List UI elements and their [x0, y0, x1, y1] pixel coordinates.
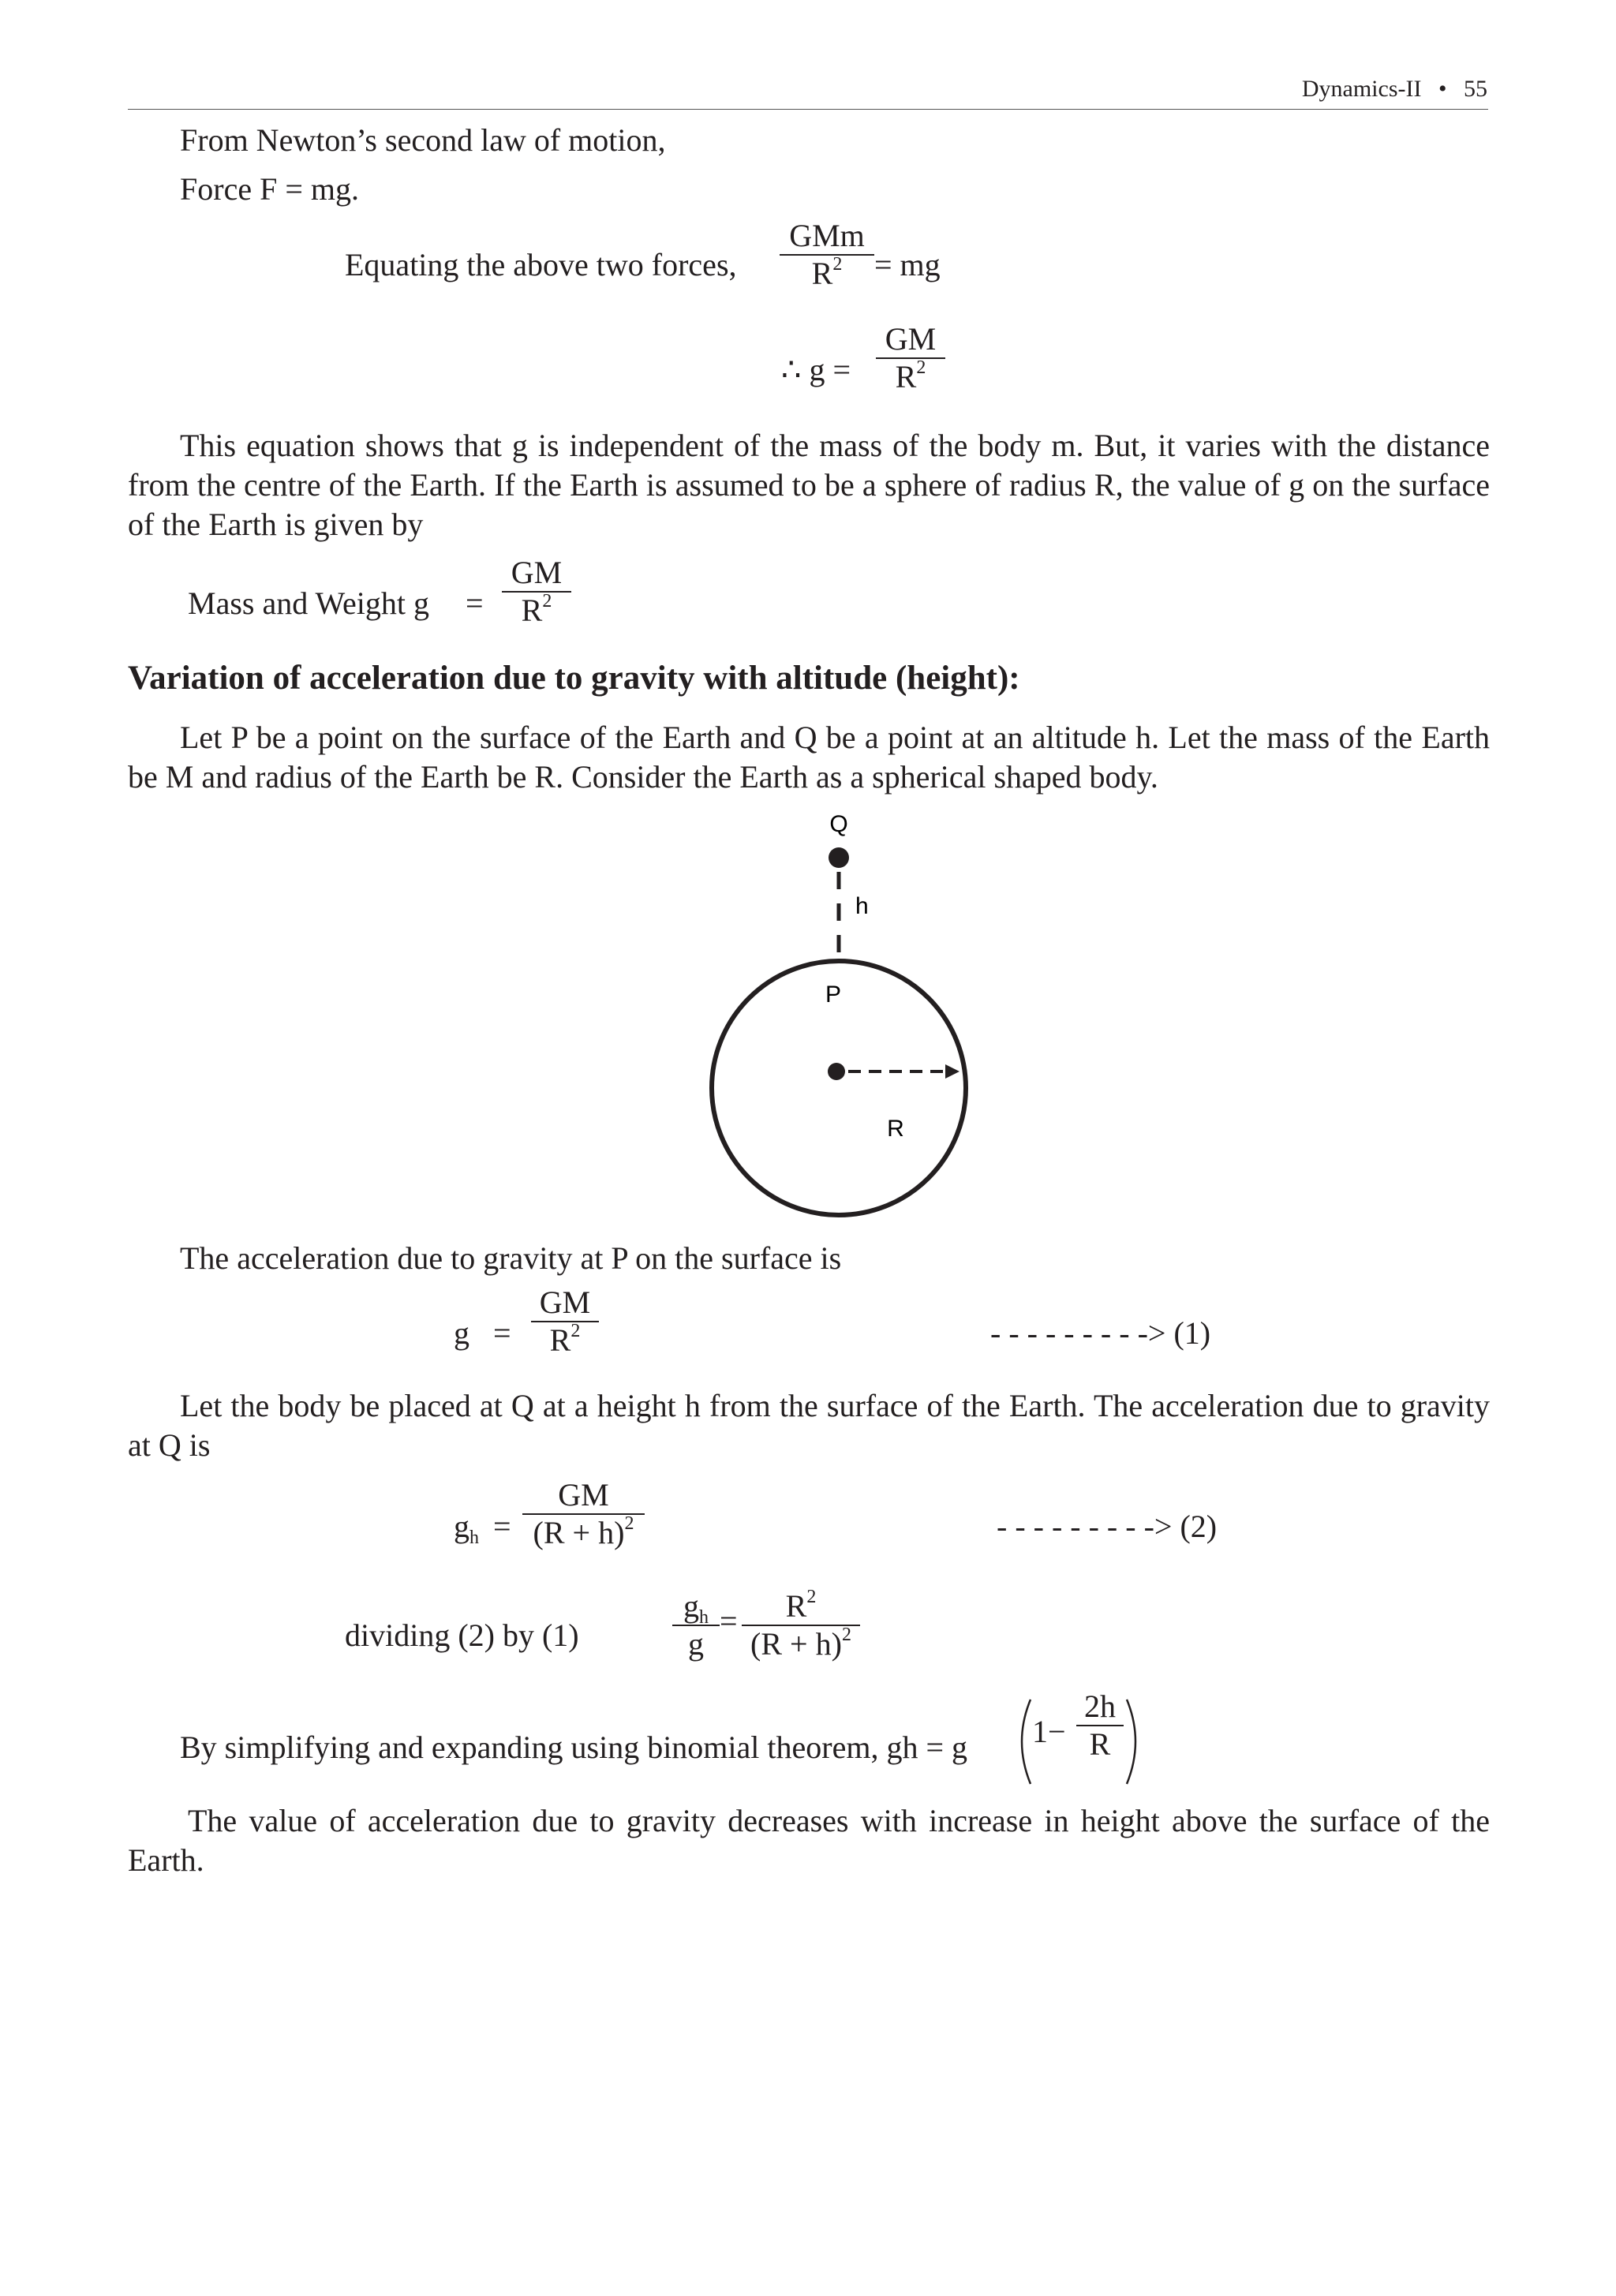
equating-label: Equating the above two forces, [345, 247, 737, 282]
running-header [1302, 76, 1487, 103]
eq1-denominator: $R^2$ [549, 1321, 581, 1358]
mass-weight-equals: = [466, 585, 484, 621]
eq1-fraction [531, 1284, 599, 1359]
equating-denominator: $R^2$ [811, 254, 843, 291]
earth-altitude-diagram [694, 797, 986, 1239]
divide-equals: = [720, 1603, 738, 1639]
right-paren-icon [1124, 1696, 1147, 1787]
eq2-lhs: $g_h$ [454, 1509, 479, 1548]
mass-weight-fraction [502, 555, 571, 629]
divide-lhs-fraction [672, 1588, 720, 1662]
binomial-numerator: 2h [1084, 1688, 1116, 1724]
earth-center-dot [828, 1063, 845, 1080]
eq1-lhs: g [454, 1315, 469, 1351]
eq1-equals: = [493, 1315, 511, 1351]
binomial-denominator: R [1089, 1726, 1111, 1762]
intro-line-2: Force F = mg. [180, 171, 359, 207]
binomial-fraction [1076, 1688, 1124, 1763]
equating-numerator: GMm [789, 218, 865, 253]
eq1-numerator: GM [539, 1284, 591, 1320]
therefore-numerator: GM [885, 321, 937, 357]
eq2-tag: - - - - - - - - -> (2) [997, 1509, 1218, 1544]
point-q-dot [829, 847, 849, 868]
eq2-fraction [522, 1477, 645, 1551]
equating-rhs: = mg [874, 247, 941, 282]
section-heading: Variation of acceleration due to gravity with altitude (height): [128, 660, 1020, 697]
paragraph-points: Let P be a point on the surface of the Earth and Q be a point at an altitude h. Let the mass of the Earth be M and radius of the Earth be R. Consider the Earth as a spherical shaped body. [128, 720, 1490, 795]
label-p: P [825, 982, 842, 1008]
equating-fraction [780, 218, 874, 292]
divide-rhs-fraction [742, 1588, 860, 1662]
eq2-equals: = [493, 1509, 511, 1544]
page-number: 55 [1464, 76, 1487, 102]
divide-rhs-numerator: $R^2$ [785, 1587, 817, 1624]
divide-lhs-denominator: g [688, 1626, 704, 1662]
binomial-one-minus: 1− [1032, 1714, 1066, 1749]
divide-label: dividing (2) by (1) [345, 1617, 579, 1653]
header-section: Dynamics-II [1301, 76, 1422, 102]
paragraph-surface: The acceleration due to gravity at P on the surface is [180, 1240, 842, 1276]
mass-weight-denominator: $R^2$ [521, 591, 552, 628]
paragraph-height: Let the body be placed at Q at a height h from the surface of the Earth. The acceleration due to gravity at Q is [128, 1388, 1490, 1463]
divide-lhs-numerator: $g_h$ [683, 1588, 709, 1628]
label-r: R [887, 1116, 904, 1142]
therefore-fraction [876, 321, 945, 395]
therefore-lhs: ∴ g = [781, 352, 851, 387]
left-paren-icon [1010, 1696, 1034, 1787]
divide-rhs-denominator: $(R + h)^2$ [750, 1625, 851, 1662]
binomial-label: By simplifying and expanding using binomial theorem, gh = g [180, 1729, 968, 1765]
header-rule [128, 109, 1488, 110]
label-h: h [855, 893, 869, 919]
paragraph-independent: This equation shows that g is independent of the mass of the body m. But, it varies with the distance from the centre of the Earth. If the Earth is assumed to be a sphere of radius R, the value of g on the surface of the Earth is given by [128, 428, 1490, 542]
mass-weight-numerator: GM [511, 555, 563, 590]
label-q: Q [829, 811, 848, 837]
eq2-denominator: $(R + h)^2$ [533, 1513, 634, 1550]
mass-weight-lhs: Mass and Weight g [188, 585, 430, 621]
therefore-denominator: $R^2$ [895, 357, 926, 395]
intro-line-1: From Newton’s second law of motion, [180, 122, 666, 158]
eq1-tag: - - - - - - - - -> (1) [990, 1315, 1211, 1351]
radius-arrowhead-icon [945, 1064, 960, 1079]
paragraph-conclusion: The value of acceleration due to gravity decreases with increase in height above the surface of the Earth. [128, 1803, 1490, 1878]
header-bullet: • [1438, 76, 1447, 102]
eq2-numerator: GM [558, 1477, 609, 1513]
